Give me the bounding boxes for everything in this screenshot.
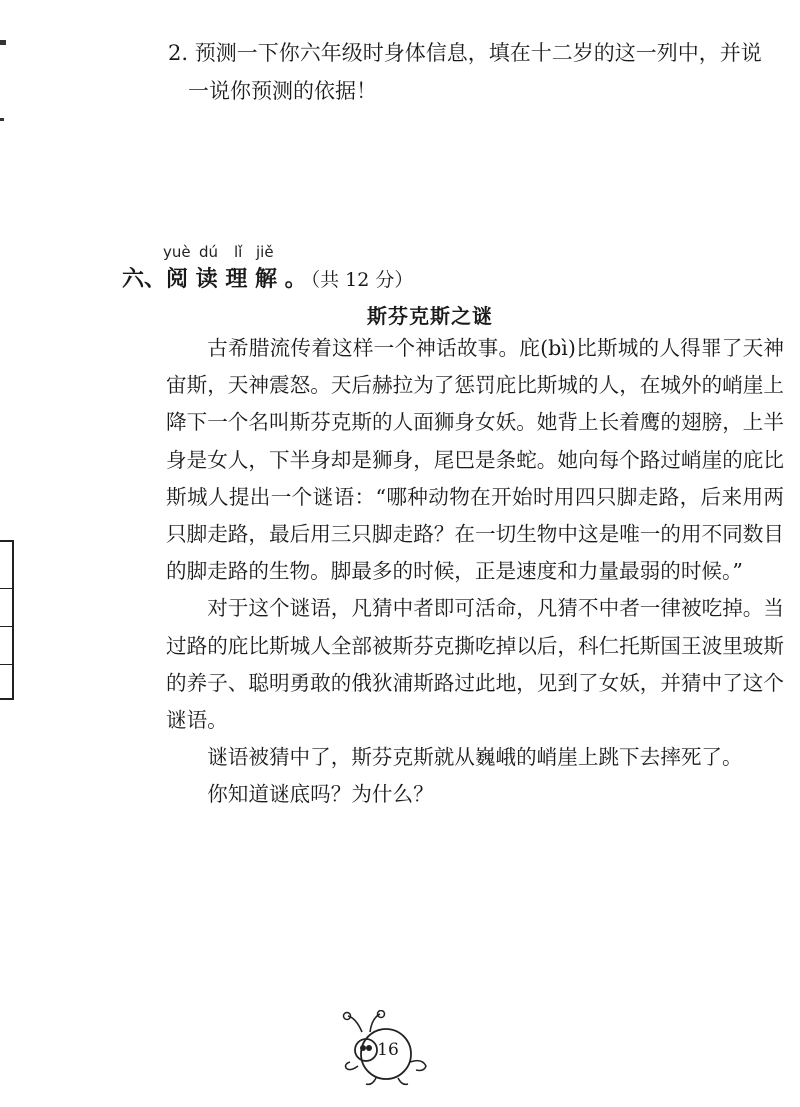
pinyin-du: dú — [199, 243, 219, 261]
question-2 — [168, 34, 788, 110]
passage-body — [166, 330, 784, 814]
section-6-points: （共 12 分） — [310, 269, 414, 291]
binding-table-fragment — [0, 540, 14, 700]
question-2-line-2: 一说你预测的依据！ — [188, 79, 377, 103]
pinyin-yue: yuè — [163, 243, 191, 261]
section-6-heading — [122, 262, 413, 293]
passage-paragraph-2: 对于这个谜语，凡猜中者即可活命，凡猜不中者一律被吃掉。当过路的庇比斯城人全部被斯芬克撕吃掉以后，科仁托斯国王波里玻斯的养子、聪明勇敢的俄狄浦斯路过此地，见到了女妖，并猜中了这个谜语。 — [166, 596, 784, 733]
section-6-title: 六、阅 读 理 解 。 — [122, 266, 307, 292]
question-2-line-1: 2. 预测一下你六年级时身体信息，填在十二岁的这一列中，并说 — [168, 41, 762, 65]
passage-title-wrap — [0, 300, 800, 329]
passage-title: 斯芬克斯之谜 — [367, 304, 493, 328]
page-number: 16 — [377, 1040, 399, 1060]
edge-mark-top — [0, 40, 6, 45]
pinyin-jie: jiě — [256, 243, 274, 261]
passage-paragraph-3: 谜语被猜中了，斯芬克斯就从巍峨的峭崖上跳下去摔死了。 — [207, 745, 743, 770]
pinyin-li: lǐ — [234, 243, 243, 261]
passage-paragraph-1: 古希腊流传着这样一个神话故事。庇(bì)比斯城的人得罪了天神宙斯，天神震怒。天后赫拉为了惩罚庇比斯城的人，在城外的峭崖上降下一个名叫斯芬克斯的人面狮身女妖。她背上长着鹰的翅膀，上半身是女人，下半身却是狮身，尾巴是条蛇。她向每个路过峭崖的庇比斯城人提出一个谜语：“哪种动物在开始时用四只脚走路，后来用两只脚走路，最后用三只脚走路？在一切生物中这是唯一的用不同数目的脚走路的生物。脚最多的时候，正是速度和力量最弱的时候。” — [166, 336, 784, 584]
passage-question: 你知道谜底吗？为什么？ — [207, 782, 434, 807]
edge-mark-mid — [0, 118, 4, 121]
